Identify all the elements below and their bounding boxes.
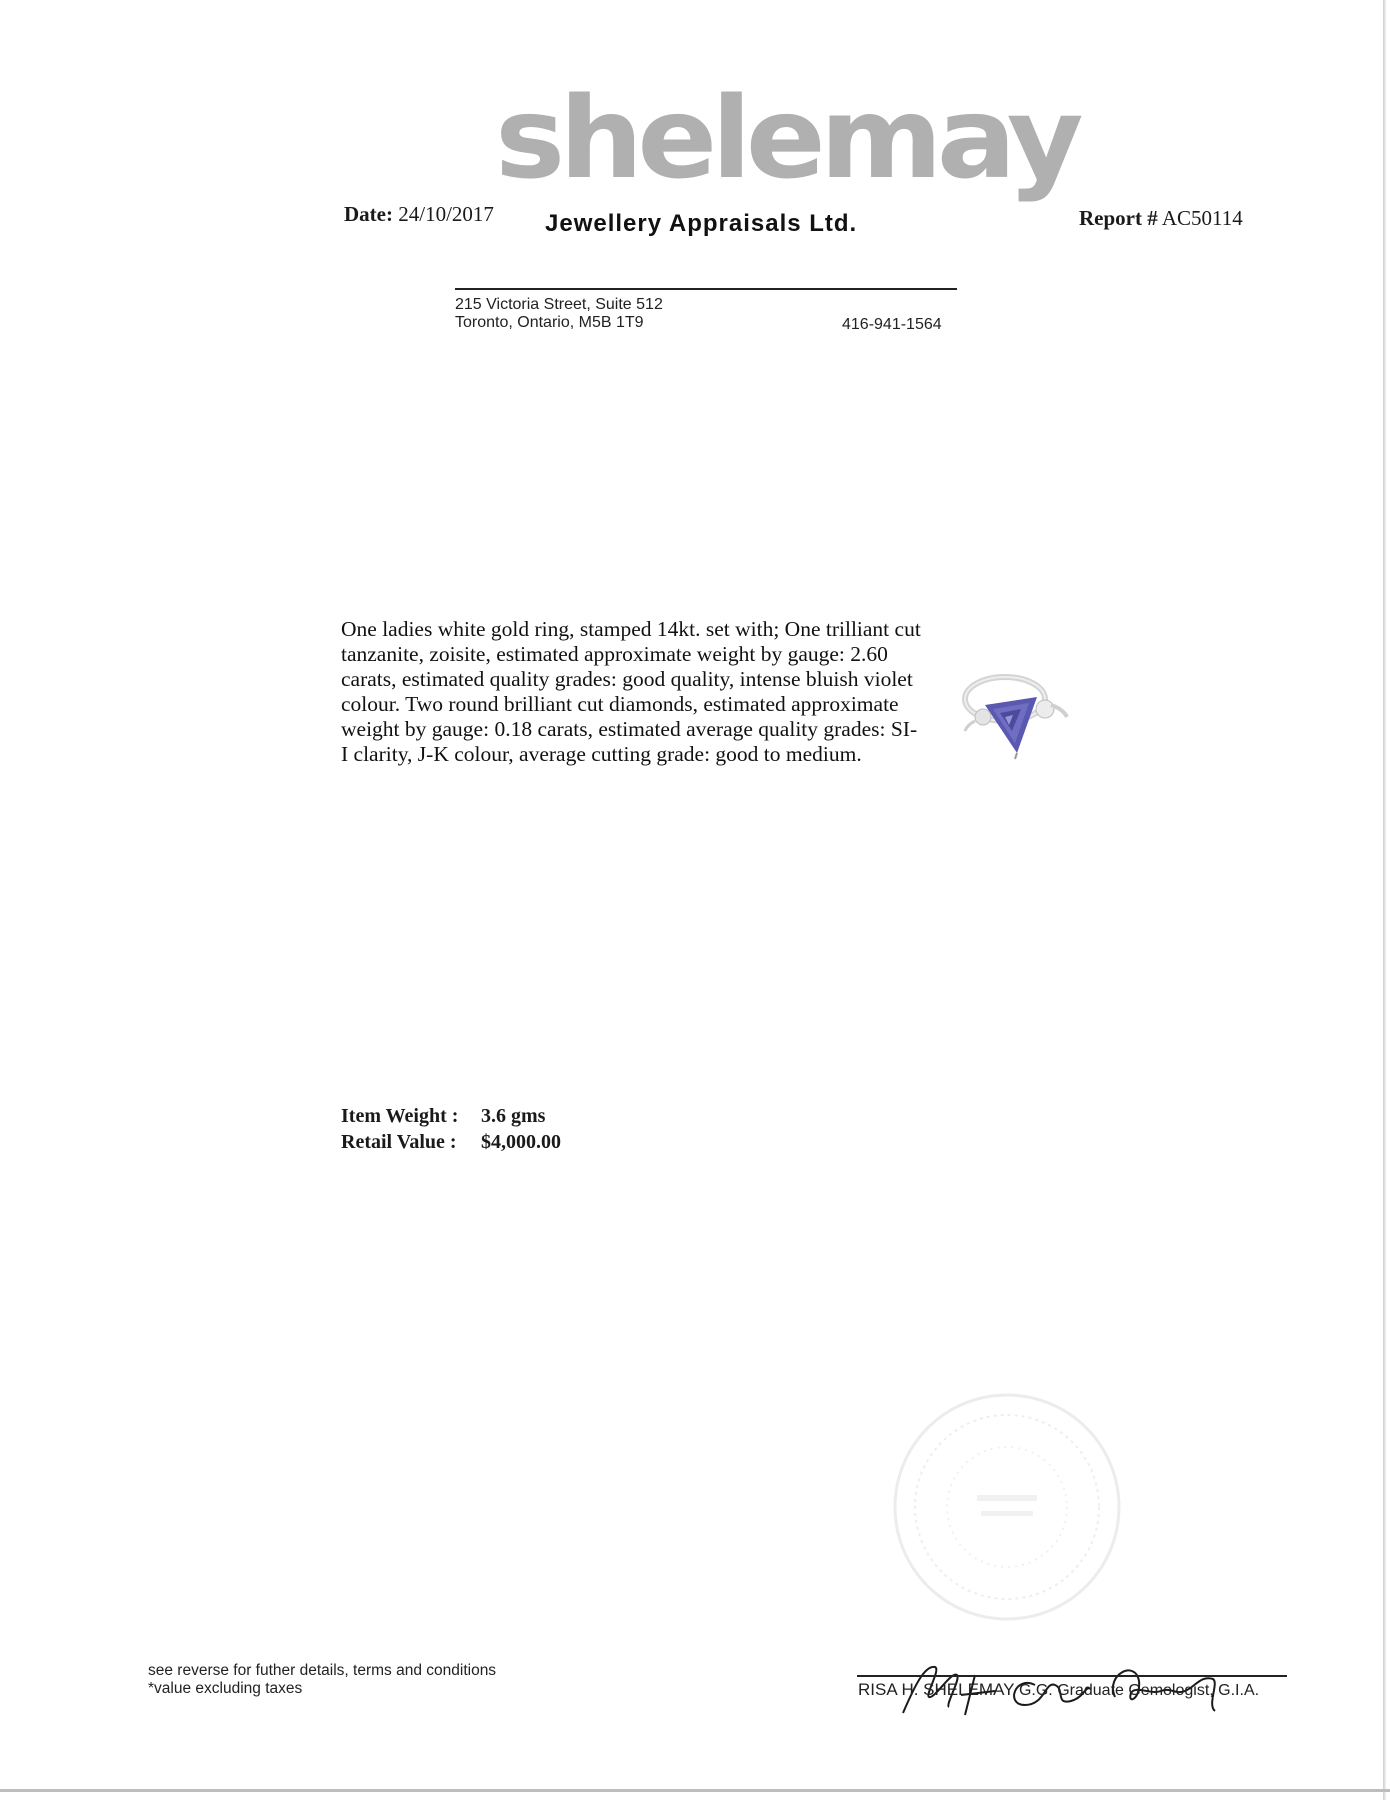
company-address [455,296,663,332]
item-weight-label: Item Weight : [341,1105,459,1127]
item-weight-value: 3.6 gms [481,1105,546,1127]
signature-line [857,1675,1287,1677]
address-line-2: Toronto, Ontario, M5B 1T9 [455,314,644,331]
page-edge [1383,0,1386,1800]
footnote-taxes: *value excluding taxes [148,1680,303,1697]
report-date [344,202,494,227]
footnote-terms: see reverse for futher details, terms and conditions [148,1662,497,1679]
date-label: Date: [344,202,393,226]
signer-credentials [858,1680,1259,1700]
report-value: AC50114 [1161,206,1243,230]
item-weight-row [341,1103,561,1129]
retail-value-label: Retail Value : [341,1131,457,1153]
retail-value-row [341,1129,561,1155]
footnotes [148,1662,496,1698]
embossed-seal [885,1385,1130,1630]
company-phone: 416-941-1564 [842,316,942,333]
address-line-1: 215 Victoria Street, Suite 512 [455,296,663,313]
header-divider [455,288,957,290]
logo-wordmark: shelemay [495,72,1078,204]
date-value: 24/10/2017 [398,202,494,226]
logo-subtitle: Jewellery Appraisals Ltd. [545,210,858,237]
ring-photo [955,665,1075,775]
page-bottom-edge [0,1789,1390,1792]
report-number [1079,206,1243,231]
signer-name: RISA H. SHELEMAY [858,1680,1015,1699]
report-label: Report # [1079,206,1158,230]
appraisal-values [341,1103,561,1155]
retail-value-amount: $4,000.00 [481,1131,561,1153]
company-logo [495,72,1078,267]
signer-title: G.G. Graduate Gemologist, G.I.A. [1018,1682,1260,1699]
item-description: One ladies white gold ring, stamped 14kt. set with; One trilliant cut tanzanite, zoisite, estimated approximate weight by gauge: 2.60 carats, estimated quality grades: good quality, intense bluish violet colour. Two round brilliant cut diamonds, estimated approximate weight by gauge: 0.18 carats, estimated average quality grades: SI-I clarity, J-K colour, average cutting grade: good to medium. [341,617,921,766]
